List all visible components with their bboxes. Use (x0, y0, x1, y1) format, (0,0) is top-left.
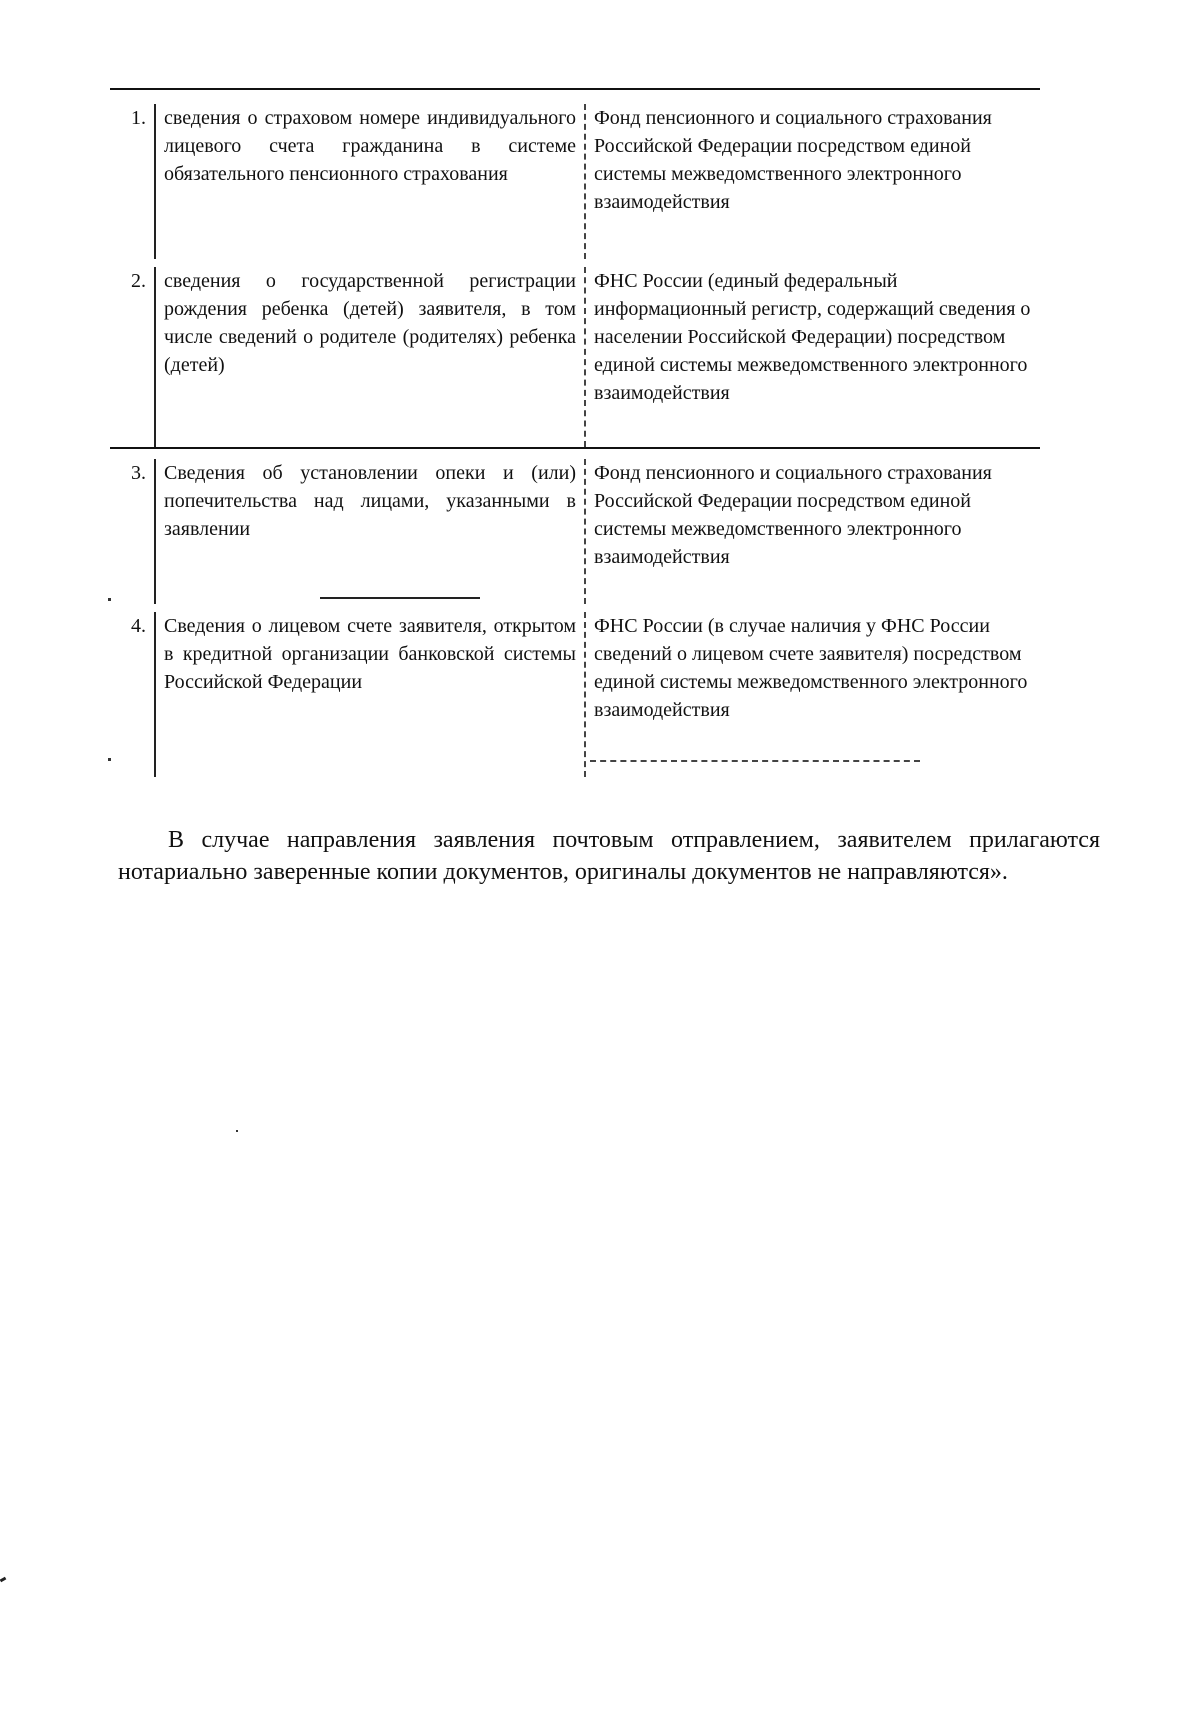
row-number: 4. (131, 615, 146, 637)
table-row (110, 90, 1040, 259)
source-cell (584, 267, 1040, 447)
source-text: Фонд пенсионного и социального страхования Российской Федерации посредством единой системы межведомственного электронного взаимодействия (594, 107, 992, 213)
row-number: 2. (131, 270, 146, 292)
row-number: 3. (131, 462, 146, 484)
info-text: сведения о страховом номере индивидуального лицевого счета гражданина в системе обязательного пенсионного страхования (164, 107, 576, 185)
info-cell (154, 612, 584, 777)
source-cell (584, 459, 1040, 604)
info-text: Сведения об установлении опеки и (или) попечительства над лицами, указанными в заявлении (164, 462, 576, 540)
scan-mark (0, 1577, 6, 1583)
info-cell (154, 459, 584, 604)
scan-speck (108, 758, 111, 761)
table-bottom-border (590, 760, 920, 762)
table-row (110, 259, 1040, 449)
source-text: ФНС России (в случае наличия у ФНС России сведений о лицевом счете заявителя) посредством единой системы межведомственного электронного взаимодействия (594, 615, 1028, 721)
info-text: Сведения о лицевом счете заявителя, открытом в кредитной организации банковской системы Российской Федерации (164, 615, 576, 693)
documents-table (110, 88, 1040, 777)
source-cell (584, 612, 1040, 777)
scan-speck (236, 1130, 238, 1132)
row-separator-fragment (320, 597, 480, 599)
source-text: Фонд пенсионного и социального страхования Российской Федерации посредством единой системы межведомственного электронного взаимодействия (594, 462, 992, 568)
info-cell (154, 267, 584, 447)
info-cell (154, 104, 584, 259)
table-row (110, 449, 1040, 604)
row-number: 1. (131, 107, 146, 129)
scan-speck (108, 598, 111, 601)
table-row (110, 604, 1040, 777)
info-text: сведения о государственной регистрации рождения ребенка (детей) заявителя, в том числе сведений о родителе (родителях) ребенка (детей) (164, 270, 576, 376)
source-text: ФНС России (единый федеральный информационный регистр, содержащий сведения о населении Российской Федерации) посредством единой системы межведомственного электронного взаимодействия (594, 270, 1031, 404)
closing-paragraph: В случае направления заявления почтовым отправлением, заявителем прилагаются нотариально заверенные копии документов, оригиналы документов не направляются». (118, 827, 1100, 885)
source-cell (584, 104, 1040, 259)
